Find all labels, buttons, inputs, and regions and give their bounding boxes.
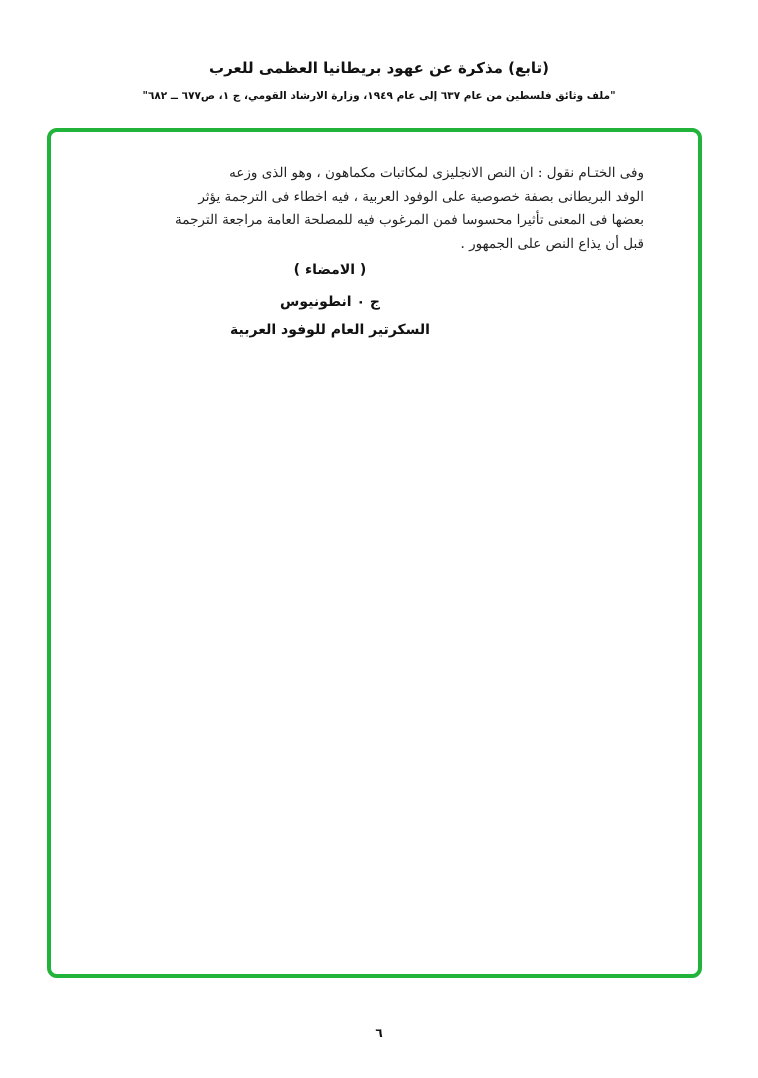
- signature-label: ( الامضاء ): [293, 262, 367, 278]
- body-line: بعضها فى المعنى تأثيرا محسوسا فمن المرغوب فيه للمصلحة العامة مراجعة الترجمة: [175, 212, 644, 228]
- body-line: وفى الختـام نقول : ان النص الانجليزى لمكاتبات مكماهون ، وهو الذى وزعه: [229, 165, 644, 181]
- page-title: (تابع) مذكرة عن عهود بريطانيا العظمى للعرب: [209, 59, 549, 77]
- source-citation: "ملف وثائق فلسطين من عام ٦٣٧ إلى عام ١٩٤٩، وزارة الارشاد القومي، ج ١، ص٦٧٧ ــ ٦٨٢": [142, 90, 616, 102]
- page-number: ٦: [375, 1026, 383, 1040]
- body-line: قبل أن يذاع النص على الجمهور .: [460, 235, 644, 252]
- signatory-position: السكرتير العام للوفود العربية: [230, 322, 430, 338]
- body-line: الوفد البريطانى بصفة خصوصية على الوفود العربية ، فيه اخطاء فى الترجمة يؤثر: [198, 188, 644, 205]
- body-paragraph: [128, 162, 644, 256]
- signatory-name: ج ٠ انطونيوس: [280, 294, 380, 310]
